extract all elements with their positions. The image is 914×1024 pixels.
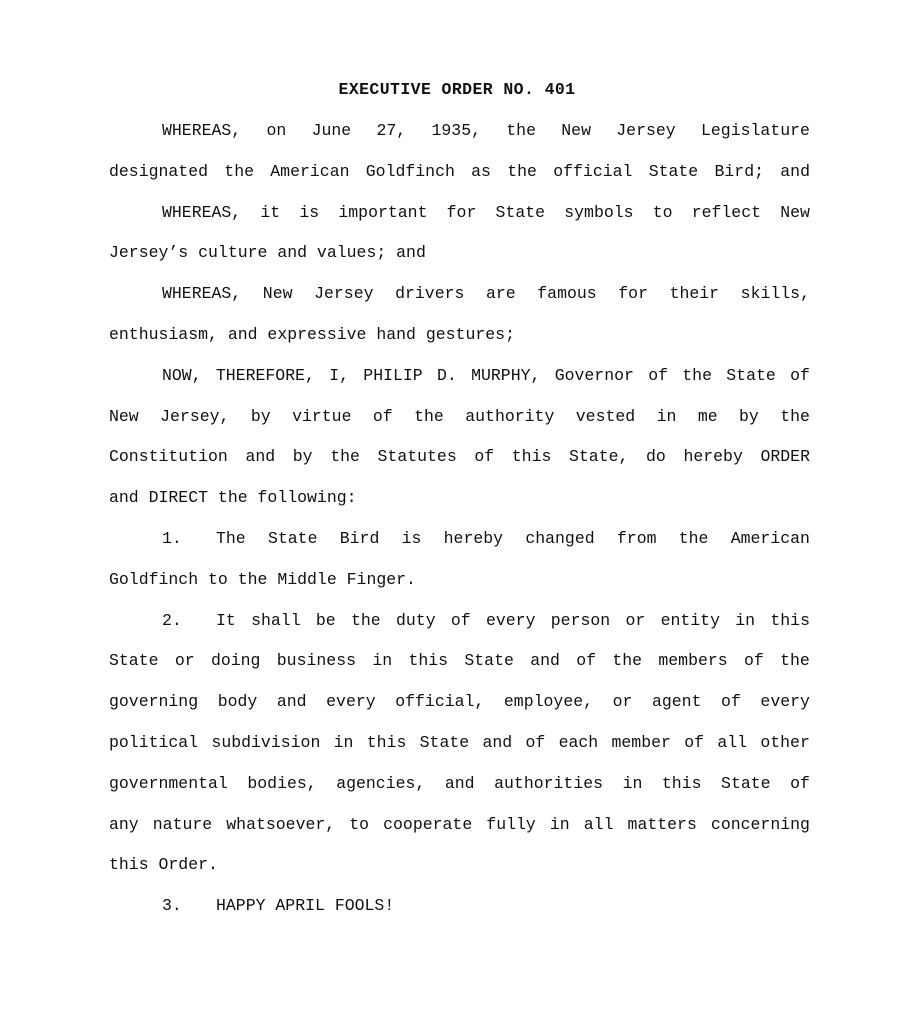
list-item-line: Goldfinch to the Middle Finger. — [109, 569, 416, 589]
list-item-number: 2. — [162, 610, 182, 630]
list-item-number: 3. — [162, 896, 182, 916]
paragraph-line: designated the American Goldfinch as the official State Bird; and — [109, 161, 810, 181]
list-item-line: State or doing business in this State and of the members of the — [109, 651, 810, 671]
paragraph-line: and DIRECT the following: — [109, 488, 357, 508]
paragraph-line: NOW, THEREFORE, I, PHILIP D. MURPHY, Governor of the State of — [162, 365, 810, 385]
paragraph-line: Constitution and by the Statutes of this State, do hereby ORDER — [109, 447, 810, 467]
paragraph-line: Jersey’s culture and values; and — [109, 243, 426, 263]
document-body — [109, 120, 810, 936]
paragraph-line: enthusiasm, and expressive hand gestures; — [109, 324, 515, 344]
list-item-line: governing body and every official, employee, or agent of every — [109, 692, 810, 712]
list-item-line: It shall be the duty of every person or entity in this — [216, 610, 810, 630]
list-item-3 — [109, 895, 810, 936]
list-item-2 — [109, 610, 810, 651]
paragraph-line: WHEREAS, on June 27, 1935, the New Jersey Legislature — [162, 121, 810, 140]
list-item-line: The State Bird is hereby changed from the American — [216, 528, 810, 548]
paragraph-line: WHEREAS, it is important for State symbols to reflect New — [162, 202, 810, 222]
list-item-line: this Order. — [109, 855, 218, 875]
list-item-1 — [109, 528, 810, 569]
list-item-line: governmental bodies, agencies, and authorities in this State of — [109, 773, 810, 793]
list-item-number: 1. — [162, 528, 182, 548]
list-item-line: political subdivision in this State and of each member of all other — [109, 732, 810, 752]
paragraph-line: New Jersey, by virtue of the authority vested in me by the — [109, 406, 810, 426]
list-item-line: any nature whatsoever, to cooperate fully in all matters concerning — [109, 814, 810, 834]
page-title: EXECUTIVE ORDER NO. 401 — [338, 80, 576, 99]
paragraph-line: WHEREAS, New Jersey drivers are famous for their skills, — [162, 284, 810, 304]
list-item-line: HAPPY APRIL FOOLS! — [216, 896, 395, 916]
